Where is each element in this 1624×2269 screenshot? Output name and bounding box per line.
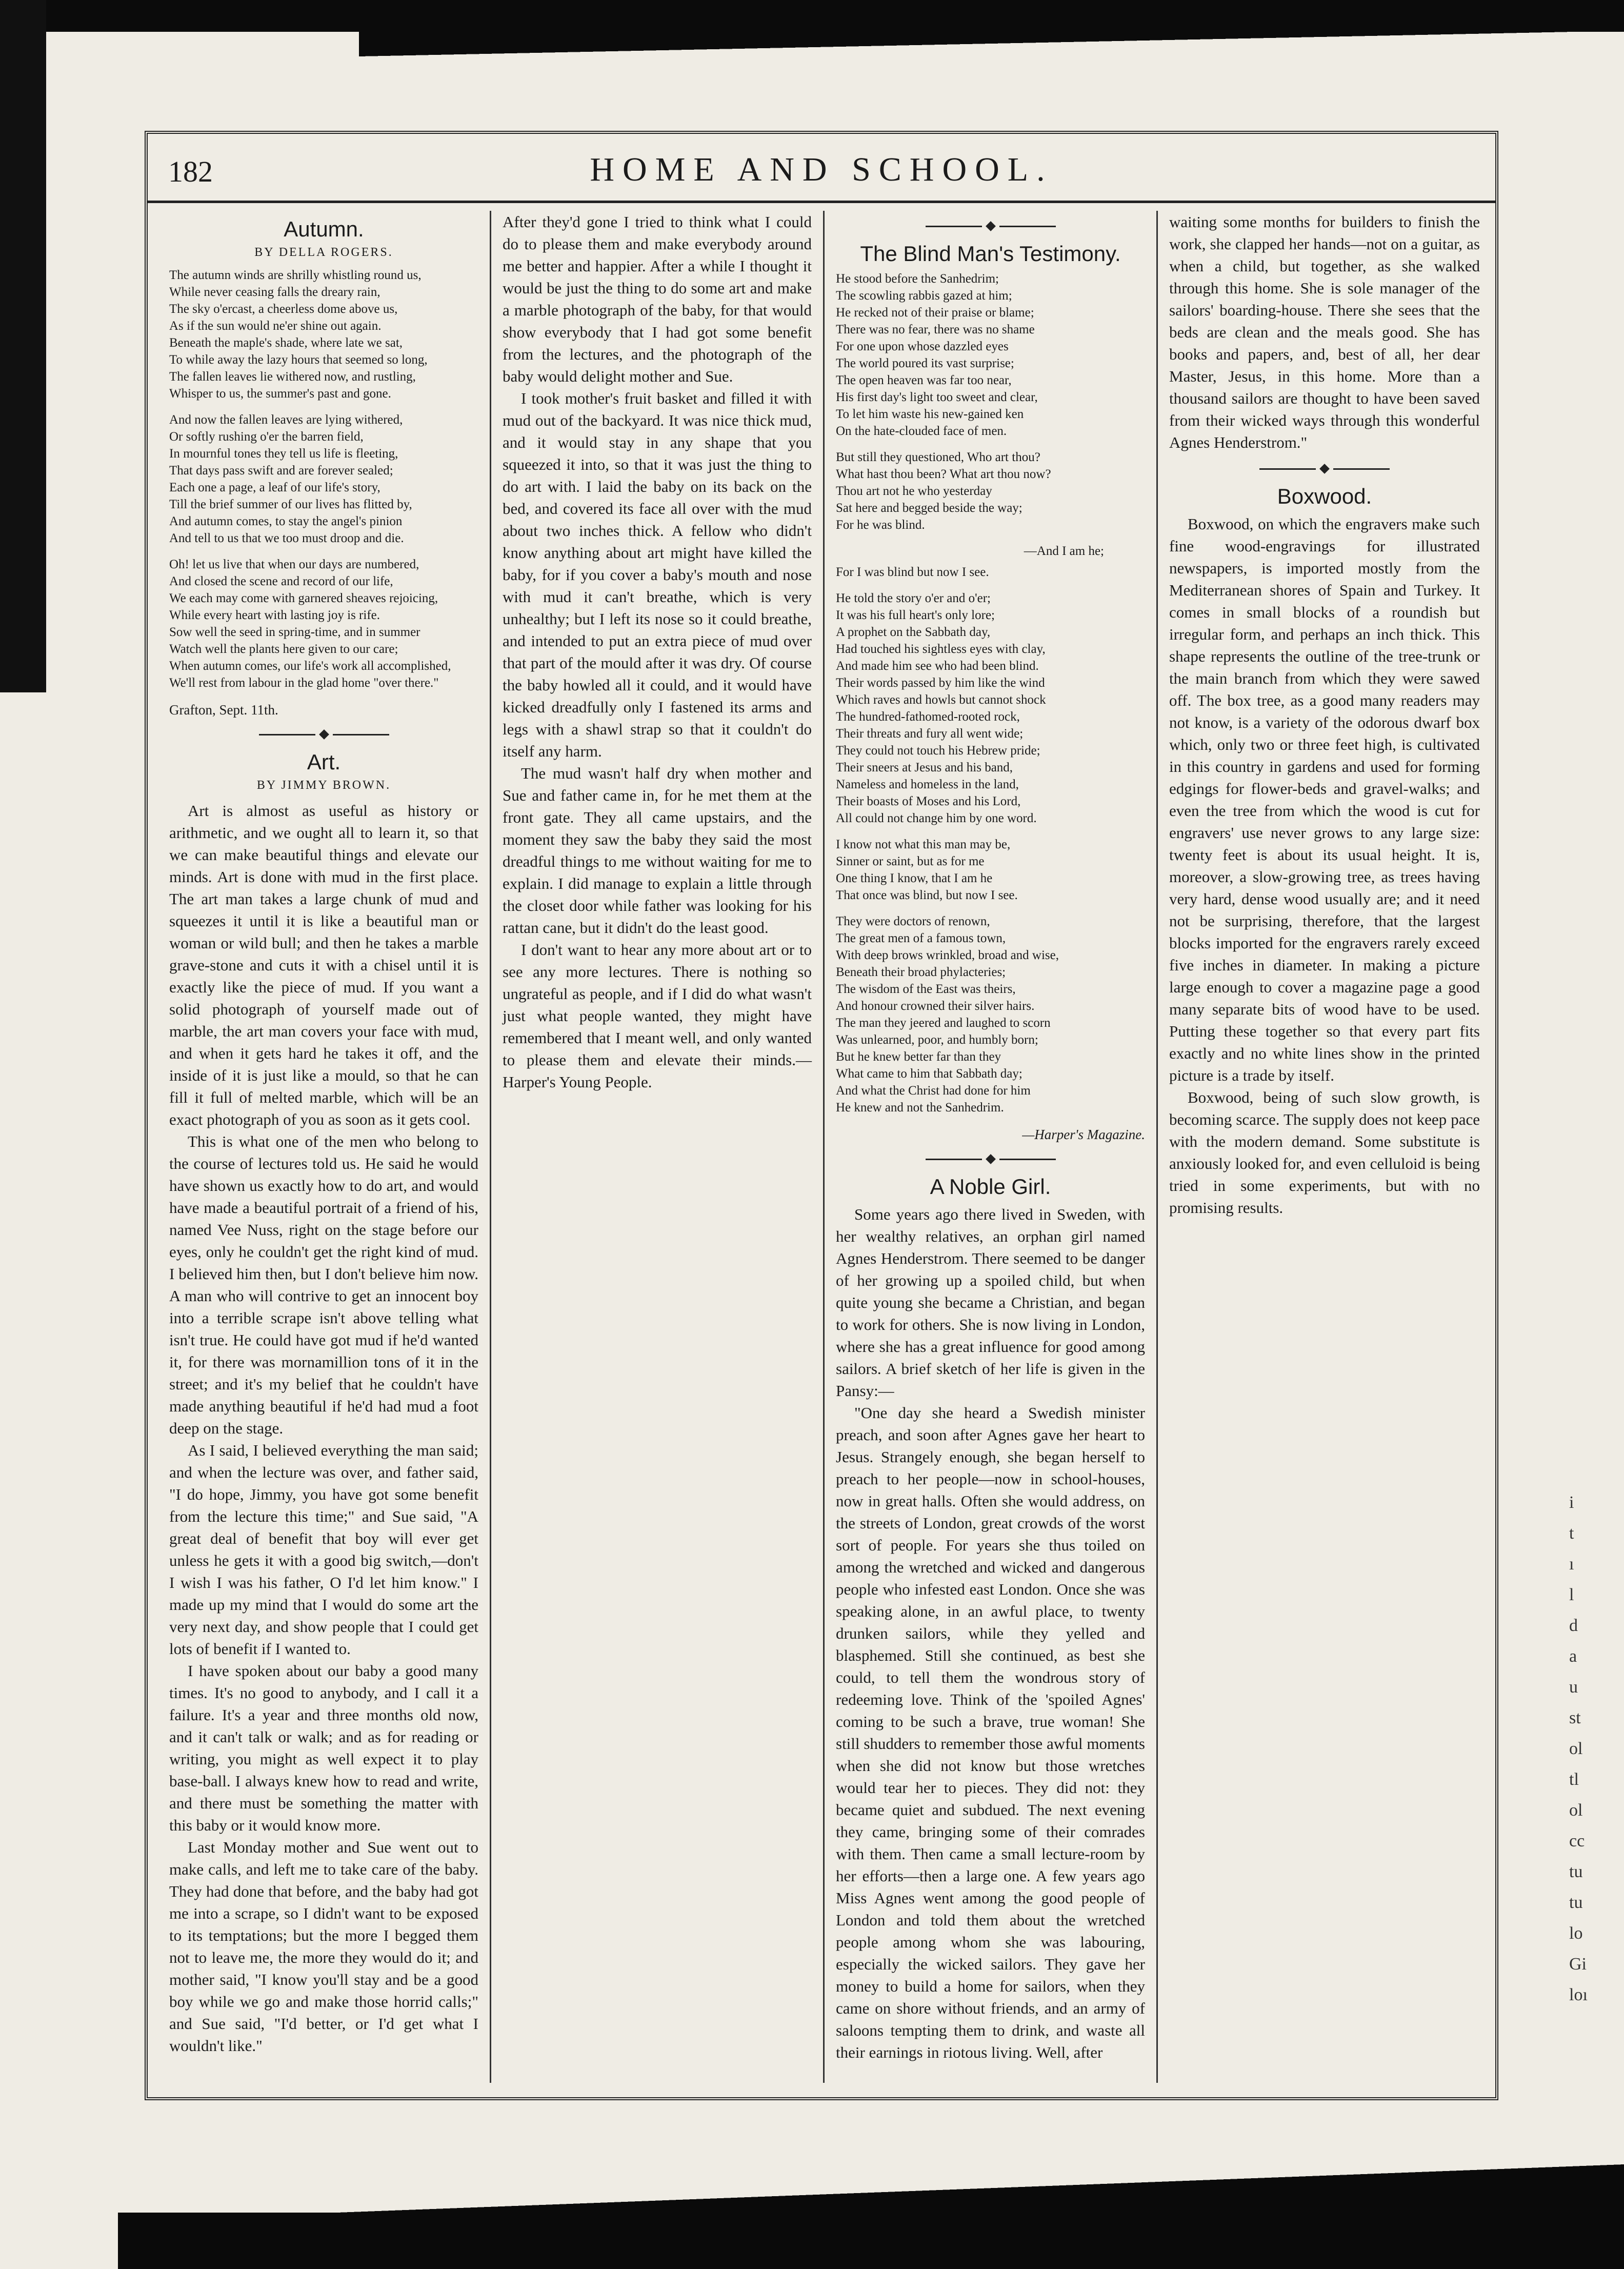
edge-fragment: tu	[1569, 1862, 1583, 1881]
section-divider	[1169, 464, 1480, 474]
edge-fragment: ol	[1569, 1801, 1583, 1820]
paragraph: I have spoken about our baby a good many times. It's no good to anybody, and I call it a failure. It's a year and three months old now, and it can't talk or walk; and as for reading or writing, you might as well expect it to play base-ball. I always knew how to read and write, and there must be something the matter with this baby or it would know more.	[169, 1662, 478, 1834]
poem-line: Sinner or saint, but as for me	[836, 854, 985, 868]
poem-blind-man-part-1	[836, 270, 1145, 533]
poem-line: His first day's light too sweet and clear,	[836, 390, 1038, 404]
byline-autumn: BY DELLA ROGERS.	[254, 246, 393, 259]
poem-line: The wisdom of the East was theirs,	[836, 982, 1016, 996]
adjacent-page-fragments	[1569, 1487, 1605, 2011]
newspaper-page	[145, 131, 1498, 2100]
poem-line: That days pass swift and are forever sealed;	[169, 464, 393, 477]
poem-line: Nameless and homeless in the land,	[836, 778, 1019, 791]
poem-line: There was no fear, there was no shame	[836, 323, 1035, 336]
paragraph: I don't want to hear any more about art or to see any more lectures. There is nothing so ungrateful as people, and if I did do what wasn't just what people wanted, they might have remembered that I meant well, and only wanted to please them and elevate their minds.—Harper's Young People.	[503, 941, 812, 1091]
paragraph: This is what one of the men who belong to the course of lectures told us. He said he would have shown us exactly how to do art, and would have made a beautiful portrait of a friend of his, named Vee Nuss, right on the stage before our eyes, only he couldn't get the right kind of mud. I believed him then, but I don't believe him now. A man who will contrive to get an innocent boy into a terrible scrape isn't above telling what isn't true. He could have got mud if he'd wanted it, for there was mornamillion tons of it in the street; and it's my belief that he couldn't have made anything beautiful if he'd had mud a foot deep on the stage.	[169, 1132, 478, 1437]
poem-line: What came to him that Sabbath day;	[836, 1067, 1022, 1081]
edge-fragment: t	[1569, 1524, 1574, 1543]
edge-fragment: ol	[1569, 1739, 1583, 1758]
byline-art: BY JIMMY BROWN.	[256, 779, 391, 792]
edge-fragment: i	[1569, 1493, 1574, 1512]
paragraph: The mud wasn't half dry when mother and Sue and father came in, for he met them at the front gate. They all came upstairs, and the moment they saw the baby they said the most dreadful things to me without waiting for me to explain. I did manage to explain a little through the closet door while father was looking for his rattan cane, but it didn't do the least good.	[503, 764, 812, 937]
poem-line: He knew and not the Sanhedrim.	[836, 1101, 1004, 1114]
poem-line: The great men of a famous town,	[836, 931, 1006, 945]
page-header	[148, 134, 1495, 203]
poem-line: The open heaven was far too near,	[836, 373, 1012, 387]
poem-line: And honour crowned their silver hairs.	[836, 999, 1035, 1013]
poem-line: And now the fallen leaves are lying withered,	[169, 413, 403, 427]
running-title: HOME AND SCHOOL.	[590, 151, 1053, 188]
poem-line: Oh! let us live that when our days are numbered,	[169, 558, 419, 571]
poem-line: Had touched his sightless eyes with clay,	[836, 642, 1046, 656]
poem-line: And tell to us that we too must droop and die.	[169, 531, 404, 545]
edge-fragment: Gi	[1569, 1955, 1587, 1974]
poem-line: Was unlearned, poor, and humbly born;	[836, 1033, 1038, 1047]
edge-fragment: tl	[1569, 1770, 1579, 1789]
column-4	[1158, 211, 1491, 2083]
edge-fragment: a	[1569, 1647, 1577, 1666]
poem-line: The man they jeered and laughed to scorn	[836, 1016, 1051, 1030]
poem-line: The autumn winds are shrilly whistling round us,	[169, 268, 422, 282]
paragraph: Art is almost as useful as history or arithmetic, and we ought all to learn it, so that we can make beautiful things and elevate our minds. Art is done with mud in the first place. The art man takes a large chunk of mud and squeezes it until it is like a beautiful man or woman or wild bull; and then he takes a marble grave-stone and cuts it with a chisel until it is exactly like the piece of mud. If you want a solid photograph of yourself made out of marble, the art man covers your face with mud, and when it gets hard he takes it off, and the inside of it is just like a mould, so that he can fill it full of melted marble, which will be an exact photograph of you as soon as it gets cool.	[169, 802, 478, 1128]
article-title-autumn: Autumn.	[284, 217, 364, 241]
poem-line: As if the sun would ne'er shine out again.	[169, 319, 382, 333]
poem-line: He stood before the Sanhedrim;	[836, 272, 999, 286]
stanza	[836, 449, 1145, 533]
edge-fragment: loı	[1569, 1985, 1588, 2004]
poem-line: The world poured its vast surprise;	[836, 356, 1014, 370]
edge-fragment: lo	[1569, 1924, 1583, 1943]
columns	[158, 211, 1491, 2083]
edge-fragment: d	[1569, 1616, 1578, 1635]
scan-edge-left	[0, 0, 46, 692]
poem-line: Their boasts of Moses and his Lord,	[836, 794, 1021, 808]
poem-reply-line: —And I am he;	[1024, 544, 1104, 558]
section-divider	[836, 221, 1145, 231]
poem-line: They were doctors of renown,	[836, 914, 990, 928]
stanza	[169, 267, 478, 402]
poem-line: The scowling rabbis gazed at him;	[836, 289, 1012, 303]
poem-line: What hast thou been? What art thou now?	[836, 467, 1051, 481]
section-divider	[836, 1154, 1145, 1164]
poem-line: And what the Christ had done for him	[836, 1084, 1031, 1098]
poem-line: We each may come with garnered sheaves rejoicing,	[169, 591, 438, 605]
poem-line: He recked not of their praise or blame;	[836, 306, 1034, 320]
poem-line: In mournful tones they tell us life is fleeting,	[169, 447, 398, 461]
poem-line: While every heart with lasting joy is rife.	[169, 608, 380, 622]
poem-line: To let him waste his new-gained ken	[836, 407, 1024, 421]
section-divider	[169, 729, 478, 740]
poem-line: That once was blind, but now I see.	[836, 888, 1018, 902]
poem-line: And autumn comes, to stay the angel's pinion	[169, 514, 403, 528]
poem-line: Watch well the plants here given to our care;	[169, 642, 398, 656]
poem-line: But still they questioned, Who art thou?	[836, 450, 1040, 464]
poem-line: And made him see who had been blind.	[836, 659, 1039, 673]
article-body-art-part-2	[503, 211, 812, 1093]
poem-line: Sat here and begged beside the way;	[836, 501, 1022, 515]
article-body-art-part-1	[169, 800, 478, 2057]
stanza	[836, 913, 1145, 1116]
poem-line: Thou art not he who yesterday	[836, 484, 992, 498]
poem-line: While never ceasing falls the dreary rain,	[169, 285, 380, 299]
poem-line: On the hate-clouded face of men.	[836, 424, 1007, 438]
stanza	[836, 590, 1145, 827]
paragraph: "One day she heard a Swedish minister preach, and soon after Agnes gave her heart to Jesus. Strangely enough, she began herself to preach to her people—now in school-houses, now in great halls. Often she would address, on the streets of London, great crowds of the worst sort of people. For years she thus toiled on among the wretched and wicked and dangerous people who infested east London. Once she was speaking alone, in an awful place, to twenty drunken sailors, while they yelled and blasphemed. Still she continued, as best she could, to tell them the wondrous story of redeeming love. Think of the 'spoiled Agnes' coming to be such a brave, true woman! She still shudders to remember those awful moments when she did not know but those wretches would tear her to pieces. They did not: they became quiet and subdued. The next evening they came, bringing some of their comrades with them. Then came a small lecture-room by her efforts—then a large one. A few years ago Miss Agnes went among the good people of London and told them about the wretched people among whom she was labouring, especially the wicked sailors. They gave her money to build a home for sailors, when they came on shore without friends, and an army of saloons tempting them to drink, and waste all their earnings in riotous living. Well, after	[836, 1404, 1145, 2061]
paragraph: I took mother's fruit basket and filled it with mud out of the backyard. It was nice thick mud, and it would stay in any shape that you squeezed it into, so that it was just the thing to do art with. I laid the baby on its back on the bed, and covered its face all over with the mud about two inches thick. A fellow who didn't know anything about art might have killed the baby, for if you cover a baby's mouth and nose with mud it can't breathe, which is very unhealthy; but I left its nose so it could breathe, and intended to put an extra piece of mud over that part of the mould after it was dry. Of course the baby howled all it could, and it would have kicked dreadfully only I fastened its arms and legs with a shawl strap so that it couldn't do itself any harm.	[503, 389, 812, 760]
column-1	[158, 211, 491, 2083]
edge-fragment: ı	[1569, 1555, 1574, 1574]
stanza	[836, 270, 1145, 440]
poem-line: Their sneers at Jesus and his band,	[836, 761, 1013, 774]
poem-line: When autumn comes, our life's work all accomplished,	[169, 659, 451, 673]
poem-autumn	[169, 267, 478, 691]
paragraph: As I said, I believed everything the man said; and when the lecture was over, and father said, "I do hope, Jimmy, you have got some benefit from the lecture this time;" and Sue said, "A great deal of benefit that boy will ever get unless he gets it with a good big switch,—don't I wish I was his father, O I'd let him know." I made up my mind that I would do some art the very next day, and show people that I could get lots of benefit if I wanted to.	[169, 1441, 478, 1658]
stanza	[836, 564, 1145, 581]
scan-edge-wedge	[359, 31, 1624, 56]
paragraph: Some years ago there lived in Sweden, with her wealthy relatives, an orphan girl named Agnes Henderstrom. There seemed to be danger of her growing up a spoiled child, but when quite young she became a Christian, and began to work for others. She is now living in London, where she has a great influence for good among sailors. A brief sketch of her life is given in the Pansy:—	[836, 1205, 1145, 1400]
poem-line: He told the story o'er and o'er;	[836, 591, 991, 605]
poem-line: Their words passed by him like the wind	[836, 676, 1045, 690]
column-2	[491, 211, 825, 2083]
article-body-noble-girl-part-1	[836, 1203, 1145, 2063]
column-3	[825, 211, 1158, 2083]
poem-line: For he was blind.	[836, 518, 925, 532]
paragraph: waiting some months for builders to finish the work, she clapped her hands—not on a guitar, as when a child, but together, as she walked through this home. She is sole manager of the sailors' boarding-house. There she sees that the beds are clean and the meals good. She has books and papers, and, best of all, her dear Master, Jesus, in this home. More than a thousand sailors are thought to have been saved from their wicked ways through this wonderful Agnes Henderstrom."	[1169, 213, 1480, 451]
stanza	[169, 556, 478, 691]
paragraph: Last Monday mother and Sue went out to make calls, and left me to take care of the baby. They had done that before, and the baby had got me into a scrape, so I didn't want to be exposed to its temptations; but the more I begged them not to leave me, the more they would do it; and mother said, "I know you'll stay and be a good boy while we go and make those horrid calls;" and Sue said, "I'd better, or I'd get what I wouldn't like."	[169, 1838, 478, 2055]
poem-line: Beneath their broad phylacteries;	[836, 965, 1006, 979]
paragraph: Boxwood, on which the engravers make such fine wood-engravings for illustrated newspapers, is imported mostly from the Mediterranean shores of Spain and Turkey. It comes in small blocks of a roundish but irregular form, and perhaps an inch thick. This shape represents the outline of the tree-trunk or the main branch from which they were sawed off. The box tree, as a good many readers may not know, is a variety of the odorous dwarf box which, only two or three feet high, is cultivated in this country in gardens and used for forming edgings for flower-beds and gravel-walks; and even the tree from which the wood is cut for engravers' use never grows to any large size: twenty feet is about its usual height. It is, moreover, a slow-growing tree, as trees having very hard, dense wood usually are; and it need not be surprising, therefore, that the largest blocks imported for the engravers rarely exceed five inches in diameter. In making a picture large enough to cover a magazine page a good many separate bits of wood have to be used. Putting these together so that every part fits exactly and no white lines show in the printed picture is a trade by itself.	[1169, 515, 1480, 1084]
source-harpers-magazine: —Harper's Magazine.	[1022, 1127, 1145, 1142]
poem-line: Whisper to us, the summer's past and gone.	[169, 387, 391, 401]
poem-line: They could not touch his Hebrew pride;	[836, 744, 1040, 758]
poem-line: Or softly rushing o'er the barren field,	[169, 430, 364, 444]
scan-edge-bottom-wedge	[118, 2164, 1624, 2221]
edge-fragment: st	[1569, 1708, 1581, 1727]
page-number: 182	[168, 155, 213, 188]
poem-line: Each one a page, a leaf of our life's story,	[169, 481, 380, 494]
poem-line: For one upon whose dazzled eyes	[836, 340, 1009, 353]
article-body-boxwood	[1169, 513, 1480, 1219]
poem-line: And closed the scene and record of our life,	[169, 574, 393, 588]
edge-fragment: u	[1569, 1678, 1578, 1697]
poem-line: It was his full heart's only lore;	[836, 608, 995, 622]
paragraph: After they'd gone I tried to think what I could do to please them and make everybody around me better and happier. After a while I thought it would be just the thing to do some art and make a marble photograph of the baby, for that would show everybody that I had got some benefit from the lectures, and the photograph of the baby would delight mother and Sue.	[503, 213, 812, 385]
stanza	[836, 836, 1145, 904]
poem-line: To while away the lazy hours that seemed so long,	[169, 353, 428, 367]
poem-line: Beneath the maple's shade, where late we sat,	[169, 336, 403, 350]
poem-line: All could not change him by one word.	[836, 811, 1037, 825]
poem-line: Their threats and fury all went wide;	[836, 727, 1024, 741]
poem-line: Sow well the seed in spring-time, and in summer	[169, 625, 420, 639]
poem-line: We'll rest from labour in the glad home "over there."	[169, 676, 439, 690]
poem-line: One thing I know, that I am he	[836, 871, 993, 885]
poem-line: A prophet on the Sabbath day,	[836, 625, 991, 639]
dateline-autumn: Grafton, Sept. 11th.	[169, 702, 278, 718]
edge-fragment: cc	[1569, 1832, 1585, 1850]
poem-blind-man-part-2	[836, 564, 1145, 1116]
poem-line: Which raves and howls but cannot shock	[836, 693, 1046, 707]
poem-line: The hundred-fathomed-rooted rock,	[836, 710, 1020, 724]
edge-fragment: l	[1569, 1585, 1574, 1604]
article-title-noble-girl: A Noble Girl.	[930, 1175, 1051, 1199]
edge-fragment: tu	[1569, 1893, 1583, 1912]
poem-line: The fallen leaves lie withered now, and rustling,	[169, 370, 416, 384]
article-title-art: Art.	[307, 750, 341, 774]
article-title-blind-man: The Blind Man's Testimony.	[860, 242, 1121, 266]
poem-line: With deep brows wrinkled, broad and wise,	[836, 948, 1059, 962]
poem-line: I know not what this man may be,	[836, 838, 1011, 851]
article-body-noble-girl-part-2	[1169, 211, 1480, 453]
article-title-boxwood: Boxwood.	[1277, 484, 1372, 508]
poem-line: But he knew better far than they	[836, 1050, 1001, 1064]
poem-line: The sky o'ercast, a cheerless dome above us,	[169, 302, 398, 316]
poem-line: For I was blind but now I see.	[836, 565, 989, 579]
stanza	[169, 411, 478, 547]
paragraph: Boxwood, being of such slow growth, is becoming scarce. The supply does not keep pace with the modern demand. Some substitute is anxiously looked for, and even celluloid is being tried in some experiments, but with no promising results.	[1169, 1088, 1480, 1217]
poem-line: Till the brief summer of our lives has flitted by,	[169, 497, 412, 511]
